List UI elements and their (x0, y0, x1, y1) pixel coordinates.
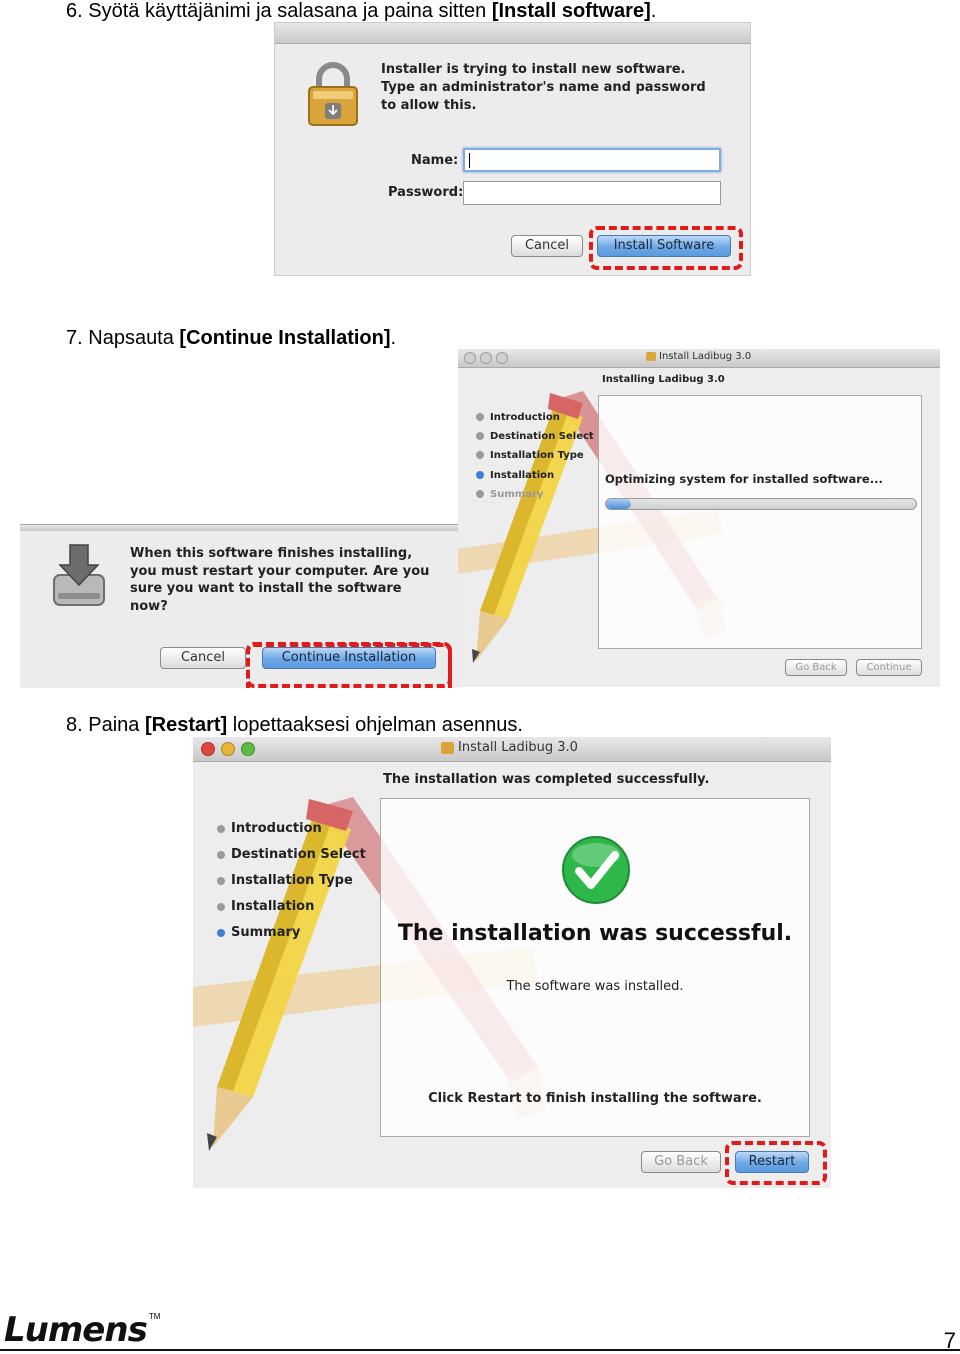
dialog-titlebar (20, 525, 458, 531)
sidebar-item-installation-type: Installation Type (217, 873, 353, 888)
step-7-instruction (66, 327, 396, 349)
step-bold: [Install software] (491, 0, 651, 22)
step-end: . (650, 0, 657, 22)
sidebar-item-destination-select: Destination Select (217, 847, 366, 862)
password-input[interactable] (463, 181, 721, 205)
name-input[interactable] (463, 148, 721, 172)
step-end: . (390, 327, 397, 349)
sidebar-item-installation: Installation (217, 899, 314, 914)
highlight-restart-button (725, 1141, 827, 1185)
password-label: Password: (388, 185, 464, 200)
step-number: 8. (66, 714, 83, 736)
trademark-mark: TM (148, 1312, 161, 1321)
step-text: Paina (88, 714, 145, 736)
step-text: Syötä käyttäjänimi ja salasana ja paina sitten (88, 0, 492, 22)
complete-heading: The installation was completed successfully. (383, 772, 710, 787)
step-bold: [Restart] (144, 714, 228, 736)
sidebar-item-summary: Summary (476, 489, 543, 500)
step-text: Napsauta (88, 327, 180, 349)
sidebar-item-destination-select: Destination Select (476, 431, 594, 442)
sidebar-item-introduction: Introduction (476, 412, 560, 423)
installing-window-screenshot (458, 349, 940, 687)
window-title-text: Install Ladibug 3.0 (659, 351, 752, 362)
sidebar-item-summary: Summary (217, 925, 300, 940)
step-8-instruction (66, 714, 523, 736)
auth-dialog-screenshot (274, 22, 751, 276)
cancel-button[interactable]: Cancel (160, 647, 246, 669)
restart-button[interactable]: Restart (735, 1151, 809, 1173)
step-number: 6. (66, 0, 83, 22)
complete-content-panel (380, 798, 810, 1137)
installing-heading: Installing Ladibug 3.0 (602, 374, 725, 385)
continue-installation-button[interactable]: Continue Installation (262, 647, 436, 669)
install-software-button[interactable]: Install Software (597, 235, 731, 257)
cancel-button[interactable]: Cancel (511, 235, 583, 257)
lumens-logo-text: Lumens (4, 1310, 147, 1350)
highlight-install-button (589, 226, 743, 270)
lumens-logo (4, 1310, 160, 1350)
auth-message: Installer is trying to install new software. Type an administrator's name and password to allow this. (381, 62, 706, 113)
name-label: Name: (411, 153, 459, 168)
lock-icon (305, 59, 361, 129)
sidebar-item-installation-type: Installation Type (476, 450, 584, 461)
window-title-text: Install Ladibug 3.0 (458, 740, 578, 755)
install-status-text: Optimizing system for installed software... (605, 472, 883, 486)
dialog-titlebar (275, 23, 750, 44)
step-6-instruction (66, 0, 656, 22)
install-progress-fill (606, 499, 631, 509)
install-progress-bar (605, 498, 917, 510)
restart-warning-message: When this software finishes installing, you must restart your computer. Are you sure you want to install the software now? (130, 546, 430, 614)
highlight-continue-installation-bottom (246, 642, 452, 688)
page-number: 7 (943, 1328, 956, 1353)
step-number: 7. (66, 327, 83, 349)
sidebar-item-introduction: Introduction (217, 821, 322, 836)
disk-install-icon (50, 541, 108, 609)
success-check-icon (561, 835, 631, 905)
go-back-button[interactable]: Go Back (641, 1151, 721, 1173)
step-end: lopettaaksesi ohjelman asennus. (227, 714, 523, 736)
continue-button[interactable]: Continue (856, 659, 922, 676)
go-back-button[interactable]: Go Back (785, 659, 847, 676)
installing-content-panel (598, 395, 922, 649)
restart-hint: Click Restart to finish installing the software. (428, 1091, 762, 1106)
success-title: The installation was successful. (397, 921, 793, 946)
sidebar-item-installation: Installation (476, 470, 554, 481)
complete-window-screenshot (193, 737, 831, 1188)
success-subtitle: The software was installed. (506, 979, 684, 994)
step-bold: [Continue Installation] (179, 327, 391, 349)
